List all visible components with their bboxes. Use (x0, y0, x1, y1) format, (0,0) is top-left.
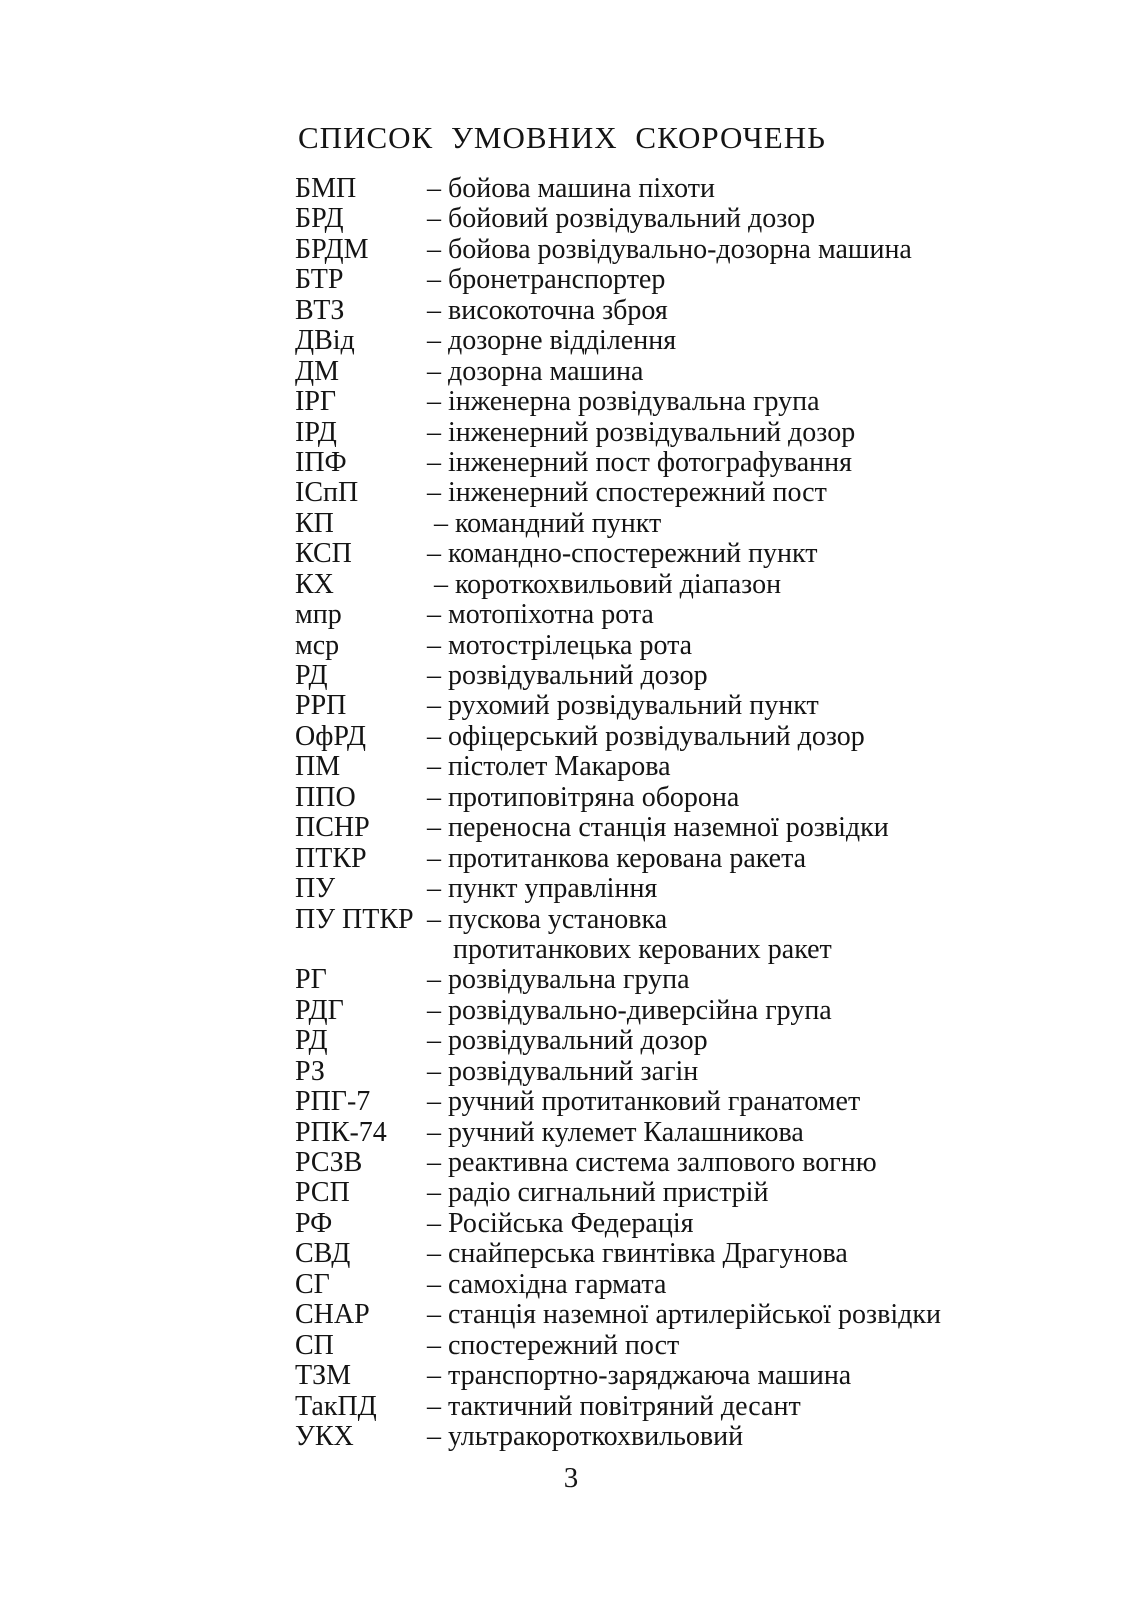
abbreviation-row (295, 235, 1015, 265)
abbreviation-term: ПУ (295, 873, 336, 905)
abbreviation-row (295, 174, 1015, 204)
abbreviation-term: БТР (295, 264, 344, 296)
abbreviation-row (295, 1422, 1015, 1452)
abbreviation-term: ІСпП (295, 477, 359, 509)
abbreviation-definition: – мотопіхотна рота (427, 599, 654, 631)
abbreviation-definition: – рухомий розвідувальний пункт (427, 690, 819, 722)
abbreviation-term: РСП (295, 1177, 350, 1209)
abbreviation-definition: протитанкових керованих ракет (453, 933, 832, 965)
abbreviation-term: РД (295, 660, 328, 691)
abbreviation-row (295, 996, 1015, 1026)
abbreviation-row (295, 1300, 1015, 1330)
abbreviation-definition: – самохідна гармата (427, 1268, 667, 1300)
abbreviation-definition: – ручний протитанковий гранатомет (427, 1086, 861, 1118)
abbreviation-definition: – бойова розвідувально-дозорна машина (427, 233, 912, 265)
abbreviation-definition: – спостережний пост (427, 1329, 680, 1361)
abbreviation-term: РРП (295, 690, 347, 722)
abbreviation-row (295, 448, 1015, 478)
abbreviation-list (295, 174, 1015, 1452)
abbreviation-row (295, 813, 1015, 843)
abbreviation-row (295, 1331, 1015, 1361)
abbreviation-term: СВД (295, 1238, 351, 1270)
abbreviation-definition: – ультракороткохвильовий (427, 1420, 744, 1452)
abbreviation-term: РДГ (295, 994, 344, 1026)
abbreviation-row (295, 1118, 1015, 1148)
abbreviation-term: ТЗМ (295, 1360, 352, 1392)
abbreviation-definition: – високоточна зброя (427, 294, 668, 326)
abbreviation-term: РФ (295, 1207, 333, 1239)
abbreviation-term: ППО (295, 781, 356, 813)
abbreviation-definition: – Російська Федерація (427, 1207, 694, 1239)
abbreviation-term: мср (295, 629, 340, 661)
abbreviation-row (295, 1087, 1015, 1117)
abbreviation-definition: – ручний кулемет Калашникова (427, 1116, 804, 1148)
abbreviation-definition: – бронетранспортер (427, 264, 666, 296)
abbreviation-definition: – розвідувально-диверсійна група (427, 994, 832, 1026)
abbreviation-term: РГ (295, 964, 327, 996)
abbreviation-row (295, 1392, 1015, 1422)
page-title: СПИСОК УМОВНИХ СКОРОЧЕНЬ (298, 120, 826, 155)
abbreviation-term: РПГ-7 (295, 1086, 371, 1118)
abbreviation-definition: – короткохвильовий діапазон (427, 568, 782, 600)
abbreviation-term: ДМ (295, 355, 339, 387)
abbreviation-definition: – пускова установка (427, 903, 668, 935)
abbreviation-definition: – пістолет Макарова (427, 751, 671, 783)
abbreviation-definition: – радіо сигнальний пристрій (427, 1177, 769, 1209)
abbreviation-term: РЗ (295, 1055, 325, 1087)
abbreviation-definition: – бойовий розвідувальний дозор (427, 203, 816, 235)
page-number: 3 (563, 1462, 579, 1494)
abbreviation-term: БРД (295, 203, 344, 235)
abbreviation-definition: – реактивна система залпового вогню (427, 1147, 877, 1178)
abbreviation-row (295, 1026, 1015, 1056)
abbreviation-definition: – розвідувальний загін (427, 1055, 699, 1087)
abbreviation-row (295, 661, 1015, 691)
abbreviation-row (295, 357, 1015, 387)
abbreviation-definition: – переносна станція наземної розвідки (427, 812, 889, 844)
abbreviation-row (295, 296, 1015, 326)
abbreviation-definition: – розвідувальний дозор (427, 660, 708, 691)
abbreviation-term: КСП (295, 538, 352, 570)
abbreviation-term: УКХ (295, 1420, 354, 1452)
abbreviation-row (295, 539, 1015, 569)
abbreviation-row (295, 1270, 1015, 1300)
abbreviation-term: ПТКР (295, 842, 367, 874)
abbreviation-row (295, 600, 1015, 630)
abbreviation-row (295, 752, 1015, 782)
abbreviation-term: СП (295, 1329, 334, 1361)
abbreviation-definition: – протитанкова керована ракета (427, 842, 807, 874)
abbreviation-term: БРДМ (295, 233, 369, 265)
abbreviation-row (295, 478, 1015, 508)
abbreviation-row (295, 265, 1015, 295)
abbreviation-term: ТакПД (295, 1390, 377, 1422)
abbreviation-term: РПК-74 (295, 1116, 387, 1148)
abbreviation-definition: – інженерний пост фотографування (427, 446, 853, 478)
abbreviation-definition: – розвідувальна група (427, 964, 690, 996)
abbreviation-row (295, 326, 1015, 356)
abbreviation-definition: – тактичний повітряний десант (427, 1390, 801, 1422)
abbreviation-row (295, 874, 1015, 904)
abbreviation-term: СГ (295, 1268, 330, 1300)
abbreviation-row (295, 691, 1015, 721)
abbreviation-definition: – дозорна машина (427, 355, 644, 387)
abbreviation-row (295, 631, 1015, 661)
abbreviation-term: РСЗВ (295, 1147, 363, 1178)
abbreviation-definition: – командний пункт (427, 507, 662, 539)
abbreviation-term: РД (295, 1025, 328, 1057)
abbreviation-definition: – мотострілецька рота (427, 629, 693, 661)
abbreviation-definition: – снайперська гвинтівка Драгунова (427, 1238, 848, 1270)
abbreviation-row (295, 570, 1015, 600)
abbreviation-row (295, 1148, 1015, 1178)
abbreviation-definition: – транспортно-заряджаюча машина (427, 1360, 852, 1392)
abbreviation-term: мпр (295, 599, 342, 631)
abbreviation-row (295, 905, 1015, 935)
abbreviation-row (295, 387, 1015, 417)
abbreviation-definition: – офіцерський розвідувальний дозор (427, 720, 865, 752)
abbreviation-row (295, 783, 1015, 813)
abbreviation-row (295, 1239, 1015, 1269)
abbreviation-row (295, 204, 1015, 234)
abbreviation-row (295, 965, 1015, 995)
abbreviation-definition: – інженерна розвідувальна група (427, 386, 820, 418)
abbreviation-row (295, 1209, 1015, 1239)
abbreviation-definition: – станція наземної артилерійської розвідки (427, 1299, 941, 1331)
abbreviation-term: ДВід (295, 325, 355, 357)
abbreviation-term: БМП (295, 173, 357, 204)
abbreviation-definition: – дозорне відділення (427, 325, 677, 357)
abbreviation-row (295, 844, 1015, 874)
abbreviation-definition: – розвідувальний дозор (427, 1025, 708, 1057)
abbreviation-row (295, 1361, 1015, 1391)
abbreviation-row (295, 418, 1015, 448)
abbreviation-row (295, 935, 1015, 965)
abbreviation-definition: – бойова машина піхоти (427, 173, 715, 204)
abbreviation-term: КП (295, 507, 334, 539)
abbreviation-term: КХ (295, 568, 334, 600)
abbreviation-term: ПУ ПТКР (295, 903, 414, 935)
abbreviation-term: ІРГ (295, 386, 337, 418)
abbreviation-definition: – інженерний спостережний пост (427, 477, 827, 509)
abbreviation-term: СНАР (295, 1299, 370, 1331)
abbreviation-definition: – інженерний розвідувальний дозор (427, 416, 856, 448)
abbreviation-row (295, 1057, 1015, 1087)
abbreviation-term: ІРД (295, 416, 337, 448)
abbreviation-term: ПМ (295, 751, 341, 783)
abbreviation-definition: – пункт управління (427, 873, 658, 905)
abbreviation-row (295, 509, 1015, 539)
abbreviation-row (295, 1178, 1015, 1208)
abbreviation-term: ПСНР (295, 812, 370, 844)
abbreviation-row (295, 722, 1015, 752)
abbreviation-term: ВТЗ (295, 294, 345, 326)
abbreviation-term: ІПФ (295, 446, 347, 478)
abbreviation-term: ОфРД (295, 720, 366, 752)
abbreviation-definition: – командно-спостережний пункт (427, 538, 818, 570)
abbreviation-definition: – протиповітряна оборона (427, 781, 740, 813)
